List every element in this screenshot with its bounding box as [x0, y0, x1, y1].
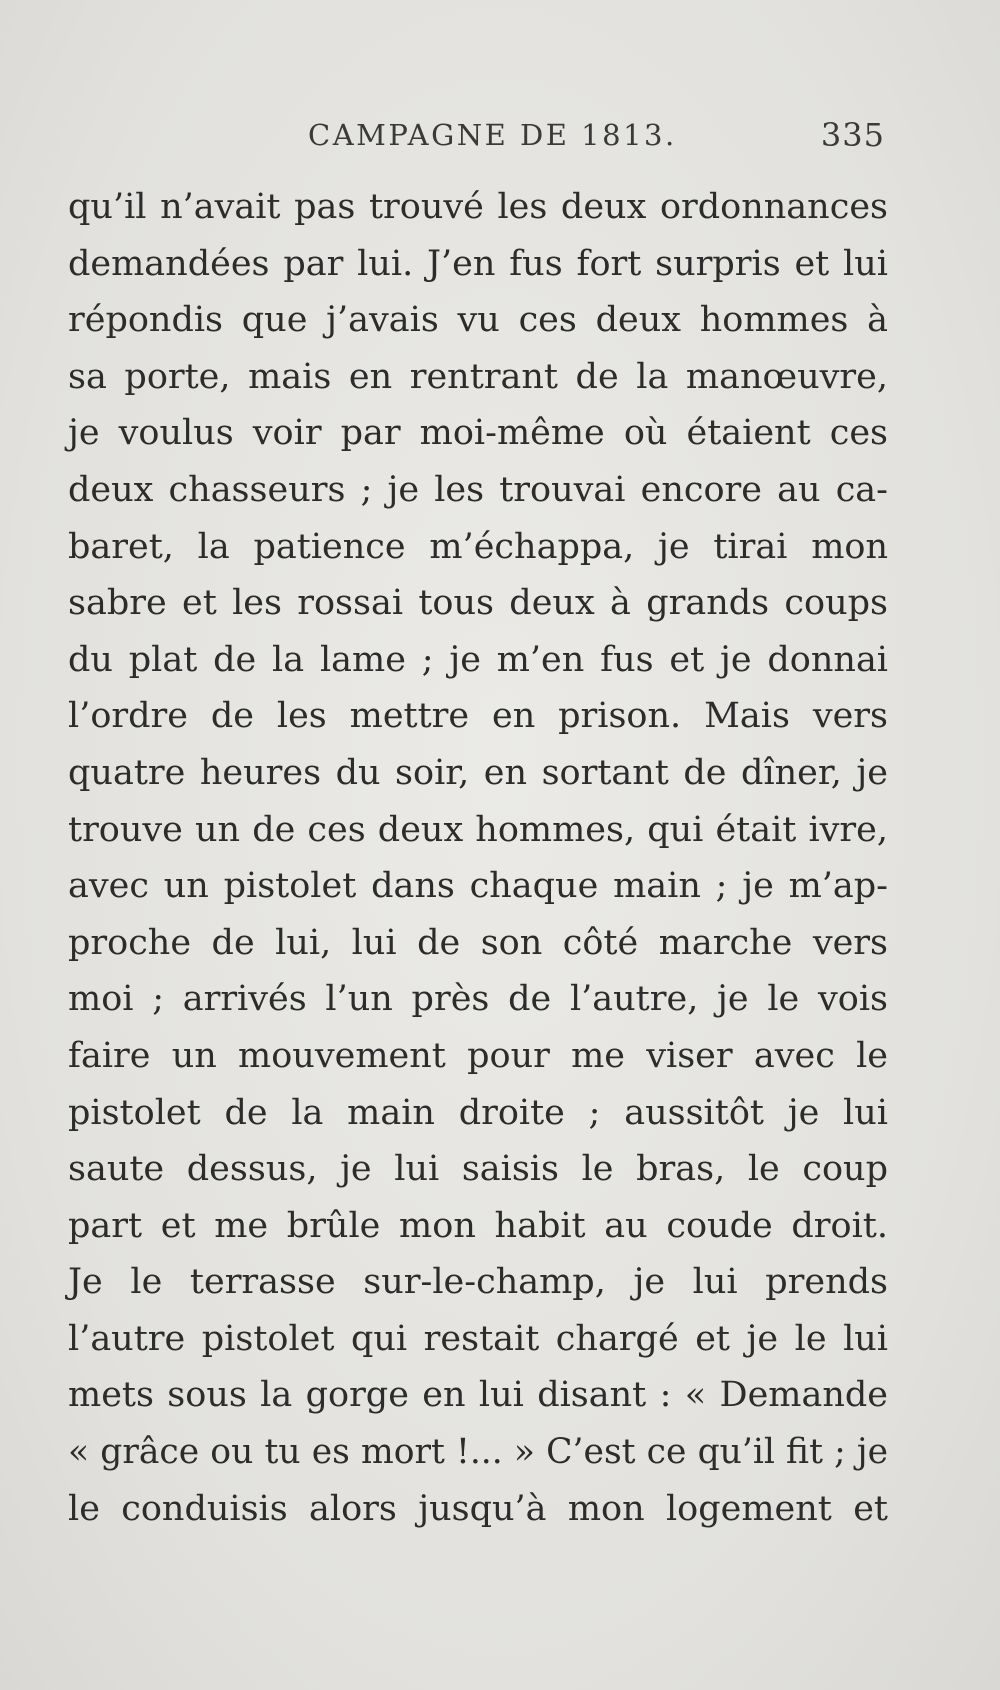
text-line: deux chasseurs ; je les trouvai encore au ca-	[68, 469, 888, 510]
page-number: 335	[820, 116, 885, 154]
text-line: baret, la patience m’échappa, je tirai mon	[68, 526, 888, 567]
text-line: quatre heures du soir, en sortant de dîner, je	[68, 752, 888, 793]
running-title: CAMPAGNE DE 1813.	[308, 118, 677, 152]
text-line: l’ordre de les mettre en prison. Mais vers	[68, 696, 888, 737]
text-line: saute dessus, je lui saisis le bras, le coup	[68, 1149, 888, 1190]
text-line: répondis que j’avais vu ces deux hommes à	[68, 300, 888, 341]
text-line: Je le terrasse sur-le-champ, je lui prends	[68, 1262, 888, 1303]
text-line: sa porte, mais en rentrant de la manœuvre,	[68, 356, 888, 397]
text-line: je voulus voir par moi-même où étaient ces	[68, 413, 888, 454]
text-line: faire un mouvement pour me viser avec le	[68, 1035, 888, 1076]
text-line: le conduisis alors jusqu’à mon logement et	[68, 1488, 888, 1529]
text-line: pistolet de la main droite ; aussitôt je lui	[68, 1092, 888, 1133]
running-head	[70, 118, 885, 158]
text-line: moi ; arrivés l’un près de l’autre, je le vois	[68, 979, 888, 1020]
text-line: avec un pistolet dans chaque main ; je m’ap-	[68, 866, 888, 907]
text-line: du plat de la lame ; je m’en fus et je donnai	[68, 639, 888, 680]
text-line: proche de lui, lui de son côté marche vers	[68, 922, 888, 963]
text-line: part et me brûle mon habit au coude droit.	[68, 1205, 888, 1246]
text-line: l’autre pistolet qui restait chargé et je le lui	[68, 1318, 888, 1359]
text-line: demandées par lui. J’en fus fort surpris et lui	[68, 243, 888, 284]
text-line: trouve un de ces deux hommes, qui était ivre,	[68, 809, 888, 850]
text-line: sabre et les rossai tous deux à grands coups	[68, 583, 888, 624]
body-text	[68, 179, 888, 1537]
text-line: mets sous la gorge en lui disant : « Demande	[68, 1375, 888, 1416]
text-line: qu’il n’avait pas trouvé les deux ordonnances	[68, 187, 888, 227]
text-line: « grâce ou tu es mort !... » C’est ce qu’il fit ; je	[68, 1432, 888, 1473]
